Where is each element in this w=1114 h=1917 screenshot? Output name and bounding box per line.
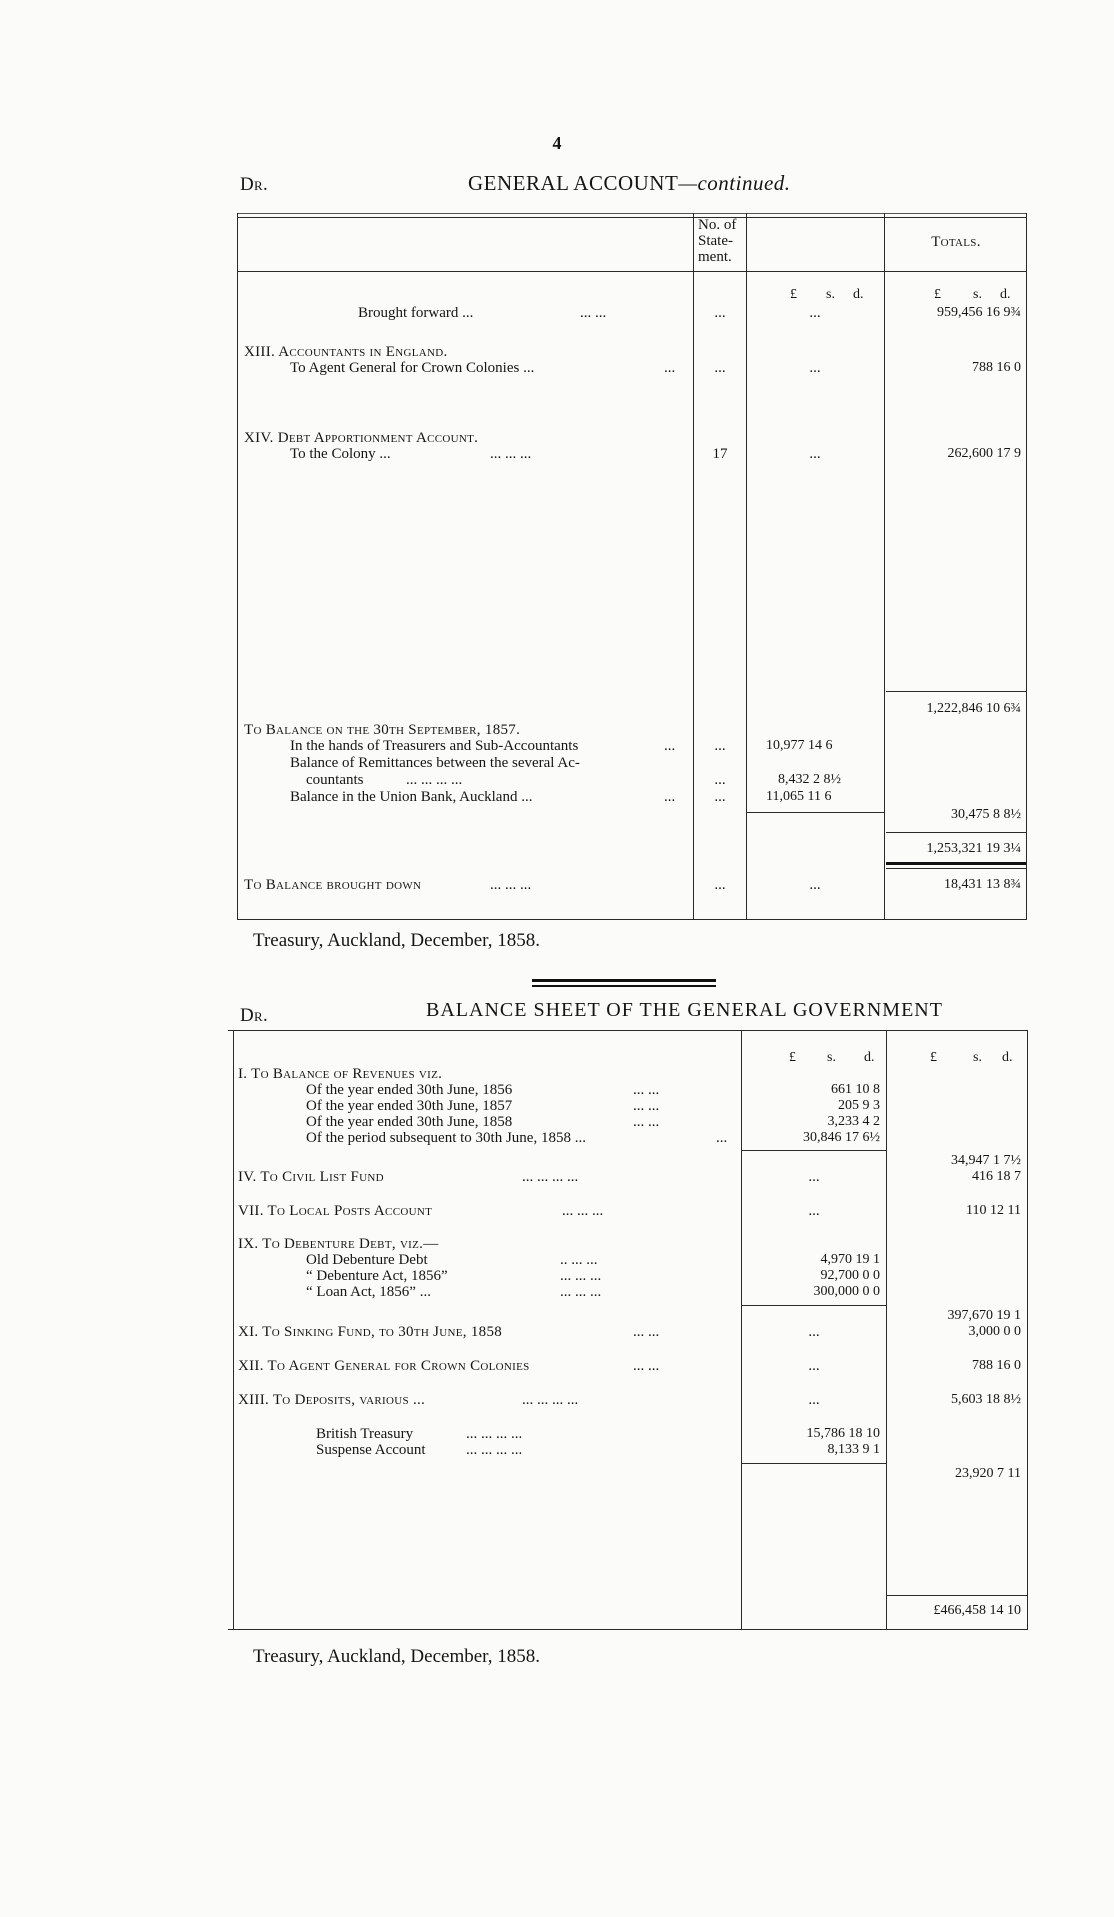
total-amount: 416 18 7 bbox=[972, 1169, 1021, 1184]
balance-item-label: Balance in the Union Bank, Auckland ... bbox=[290, 789, 533, 805]
sinking-fund-label: XI. To Sinking Fund, to 30th June, 1858 bbox=[238, 1324, 503, 1340]
detail-amount: ... bbox=[808, 1324, 820, 1340]
leader-dots: ... ... ... ... bbox=[522, 1392, 579, 1408]
page-title bbox=[468, 171, 791, 196]
local-posts-label: VII. To Local Posts Account bbox=[238, 1203, 433, 1219]
leader-dots: ... bbox=[716, 1130, 728, 1146]
pence-head-totals: d. bbox=[1000, 287, 1011, 302]
statement-no: ... bbox=[714, 305, 726, 321]
statement-no: ... bbox=[714, 772, 726, 788]
statement-column-header: No. of State- ment. bbox=[698, 217, 737, 265]
statement-no: ... bbox=[714, 360, 726, 376]
detail-amount: 205 9 3 bbox=[838, 1098, 880, 1113]
statement-no: ... bbox=[714, 877, 726, 893]
pence-head-totals: d. bbox=[1002, 1050, 1013, 1065]
continued-suffix: —continued. bbox=[678, 171, 791, 195]
detail-amount: ... bbox=[808, 1203, 820, 1219]
total-amount: 262,600 17 9 bbox=[947, 446, 1021, 461]
treasury-row-label: British Treasury bbox=[316, 1426, 414, 1442]
row-label: To the Colony ... bbox=[290, 446, 391, 462]
grand-total: 1,253,321 19 3¼ bbox=[926, 841, 1021, 856]
pence-head: d. bbox=[853, 287, 864, 302]
balance-heading: To Balance on the 30th September, 1857. bbox=[244, 722, 521, 738]
leader-dots: ... ... ... ... bbox=[466, 1426, 523, 1442]
total-amount: 788 16 0 bbox=[972, 360, 1021, 375]
pound-head-totals: £ bbox=[934, 287, 941, 302]
footer-treasury: Treasury, Auckland, December, 1858. bbox=[253, 930, 540, 951]
leader-dots: ... ... bbox=[633, 1358, 660, 1374]
statement-no: ... bbox=[714, 738, 726, 754]
leader-dots: ... ... ... ... bbox=[406, 772, 463, 788]
debenture-row-label: “ Debenture Act, 1856” bbox=[306, 1268, 448, 1284]
leader-dots: ... ... bbox=[580, 305, 607, 321]
total-amount: 788 16 0 bbox=[972, 1358, 1021, 1373]
shilling-head: s. bbox=[827, 1050, 836, 1065]
debenture-row-label: Old Debenture Debt bbox=[306, 1252, 428, 1268]
leader-dots: ... ... ... ... bbox=[466, 1442, 523, 1458]
pound-head: £ bbox=[790, 287, 797, 302]
totals-column-header: Totals. bbox=[931, 234, 981, 250]
brought-forward-label: Brought forward ... bbox=[358, 305, 474, 321]
detail-amount: 3,233 4 2 bbox=[827, 1114, 880, 1129]
detail-amount: 661 10 8 bbox=[831, 1082, 880, 1097]
detail-amount: 30,846 17 6½ bbox=[803, 1130, 880, 1145]
pound-head: £ bbox=[789, 1050, 796, 1065]
leader-dots: ... ... bbox=[633, 1114, 660, 1130]
revenues-total: 34,947 1 7½ bbox=[951, 1153, 1021, 1168]
leader-dots: ... ... ... bbox=[490, 446, 532, 462]
detail-amount: ... bbox=[808, 1358, 820, 1374]
total-amount: 110 12 11 bbox=[966, 1203, 1021, 1218]
detail-amount: 8,432 2 8½ bbox=[778, 772, 841, 787]
detail-amount: ... bbox=[809, 360, 821, 376]
balance-sheet-title: BALANCE SHEET OF THE GENERAL GOVERNMENT bbox=[426, 999, 943, 1021]
detail-amount: 92,700 0 0 bbox=[820, 1268, 880, 1283]
total-amount: 959,456 16 9¾ bbox=[937, 305, 1021, 320]
revenue-row-label: Of the year ended 30th June, 1856 bbox=[306, 1082, 513, 1098]
page-number: 4 bbox=[552, 133, 562, 153]
section-heading: IX. To Debenture Debt, viz.— bbox=[238, 1236, 439, 1252]
detail-amount: 11,065 11 6 bbox=[766, 789, 832, 804]
total-amount: 18,431 13 8¾ bbox=[944, 877, 1021, 892]
leader-dots: ... ... ... ... bbox=[522, 1169, 579, 1185]
deposits-label: XIII. To Deposits, various ... bbox=[238, 1392, 426, 1408]
debenture-row-label: “ Loan Act, 1856” ... bbox=[306, 1284, 431, 1300]
detail-amount: ... bbox=[809, 877, 821, 893]
revenue-row-label: Of the year ended 30th June, 1857 bbox=[306, 1098, 513, 1114]
pound-head-totals: £ bbox=[930, 1050, 937, 1065]
total-amount: 3,000 0 0 bbox=[968, 1324, 1021, 1339]
section-heading: XIV. Debt Apportionment Account. bbox=[244, 430, 479, 446]
balance-total: 30,475 8 8½ bbox=[951, 807, 1021, 822]
leader-dots: ... ... ... bbox=[490, 877, 532, 893]
leader-dots: ... bbox=[664, 360, 676, 376]
total-amount: 5,603 18 8½ bbox=[951, 1392, 1021, 1407]
brought-down-label: To Balance brought down bbox=[244, 877, 422, 893]
section-heading: XIII. Accountants in England. bbox=[244, 344, 448, 360]
pence-head: d. bbox=[864, 1050, 875, 1065]
debenture-total: 397,670 19 1 bbox=[947, 1308, 1021, 1323]
revenue-row-label: Of the period subsequent to 30th June, 1858 ... bbox=[306, 1130, 586, 1146]
section-heading: I. To Balance of Revenues viz. bbox=[238, 1066, 443, 1082]
revenue-row-label: Of the year ended 30th June, 1858 bbox=[306, 1114, 513, 1130]
treasury-total: 23,920 7 11 bbox=[955, 1466, 1021, 1481]
detail-amount: 8,133 9 1 bbox=[827, 1442, 880, 1457]
detail-amount: ... bbox=[808, 1392, 820, 1408]
statement-no: ... bbox=[714, 789, 726, 805]
footer-treasury: Treasury, Auckland, December, 1858. bbox=[253, 1646, 540, 1667]
subtotal-amount: 1,222,846 10 6¾ bbox=[926, 701, 1021, 716]
detail-amount: ... bbox=[808, 1169, 820, 1185]
shilling-head: s. bbox=[826, 287, 835, 302]
dr-label: Dr. bbox=[240, 174, 269, 195]
detail-amount: ... bbox=[809, 305, 821, 321]
treasury-row-label: Suspense Account bbox=[316, 1442, 426, 1458]
leader-dots: ... ... bbox=[633, 1098, 660, 1114]
leader-dots: ... bbox=[664, 738, 676, 754]
row-label: To Agent General for Crown Colonies ... bbox=[290, 360, 535, 376]
leader-dots: ... ... bbox=[633, 1324, 660, 1340]
dr-label: Dr. bbox=[240, 1005, 269, 1026]
detail-amount: 15,786 18 10 bbox=[806, 1426, 880, 1441]
civil-list-label: IV. To Civil List Fund bbox=[238, 1169, 384, 1185]
leader-dots: ... bbox=[664, 789, 676, 805]
general-account-title: GENERAL ACCOUNT bbox=[468, 171, 679, 195]
statement-no: 17 bbox=[712, 446, 728, 462]
balance-item-label-cont: countants bbox=[306, 772, 364, 788]
shilling-head-totals: s. bbox=[973, 287, 982, 302]
balance-sheet-grand-total: £466,458 14 10 bbox=[933, 1603, 1021, 1618]
balance-item-label: Balance of Remittances between the several Ac- bbox=[290, 755, 580, 771]
detail-amount: 10,977 14 6 bbox=[766, 738, 833, 753]
leader-dots: ... ... ... bbox=[560, 1268, 602, 1284]
leader-dots: .. ... ... bbox=[560, 1252, 598, 1268]
detail-amount: ... bbox=[809, 446, 821, 462]
leader-dots: ... ... ... bbox=[560, 1284, 602, 1300]
agent-general-label: XII. To Agent General for Crown Colonies bbox=[238, 1358, 530, 1374]
detail-amount: 4,970 19 1 bbox=[820, 1252, 880, 1267]
leader-dots: ... ... ... bbox=[562, 1203, 604, 1219]
shilling-head-totals: s. bbox=[973, 1050, 982, 1065]
leader-dots: ... ... bbox=[633, 1082, 660, 1098]
detail-amount: 300,000 0 0 bbox=[813, 1284, 880, 1299]
balance-item-label: In the hands of Treasurers and Sub-Accountants bbox=[290, 738, 579, 754]
